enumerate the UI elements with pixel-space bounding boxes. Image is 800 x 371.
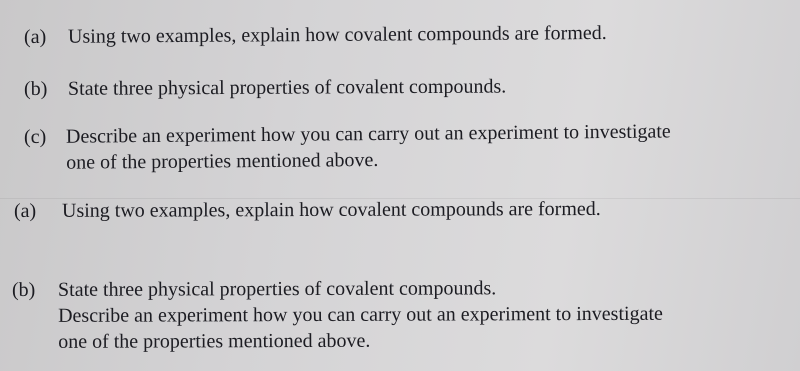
question-2a: [13, 197, 601, 224]
question-text-line-1: State three physical properties of covalent compounds.: [57, 277, 497, 301]
question-text: Using two examples, explain how covalent compounds are formed.: [61, 197, 601, 222]
question-2b: [11, 277, 663, 353]
question-marker: (a): [13, 199, 37, 223]
question-marker: (b): [11, 278, 36, 302]
question-text: Using two examples, explain how covalent compounds are formed.: [67, 22, 607, 48]
question-text-line-2: one of the properties mentioned above.: [66, 149, 379, 174]
question-text-line-2: Describe an experiment how you can carry out an experiment to investigate: [58, 302, 663, 327]
question-1b: [23, 75, 507, 102]
question-marker: (a): [23, 25, 47, 49]
question-marker: (b): [23, 77, 48, 101]
question-text-line-3: one of the properties mentioned above.: [58, 329, 371, 353]
question-1c: [23, 120, 671, 174]
question-text: State three physical properties of covalent compounds.: [67, 75, 507, 100]
question-text-line-1: Describe an experiment how you can carry out an experiment to investigate: [65, 120, 671, 148]
question-1a: [23, 22, 607, 50]
question-marker: (c): [23, 125, 47, 149]
